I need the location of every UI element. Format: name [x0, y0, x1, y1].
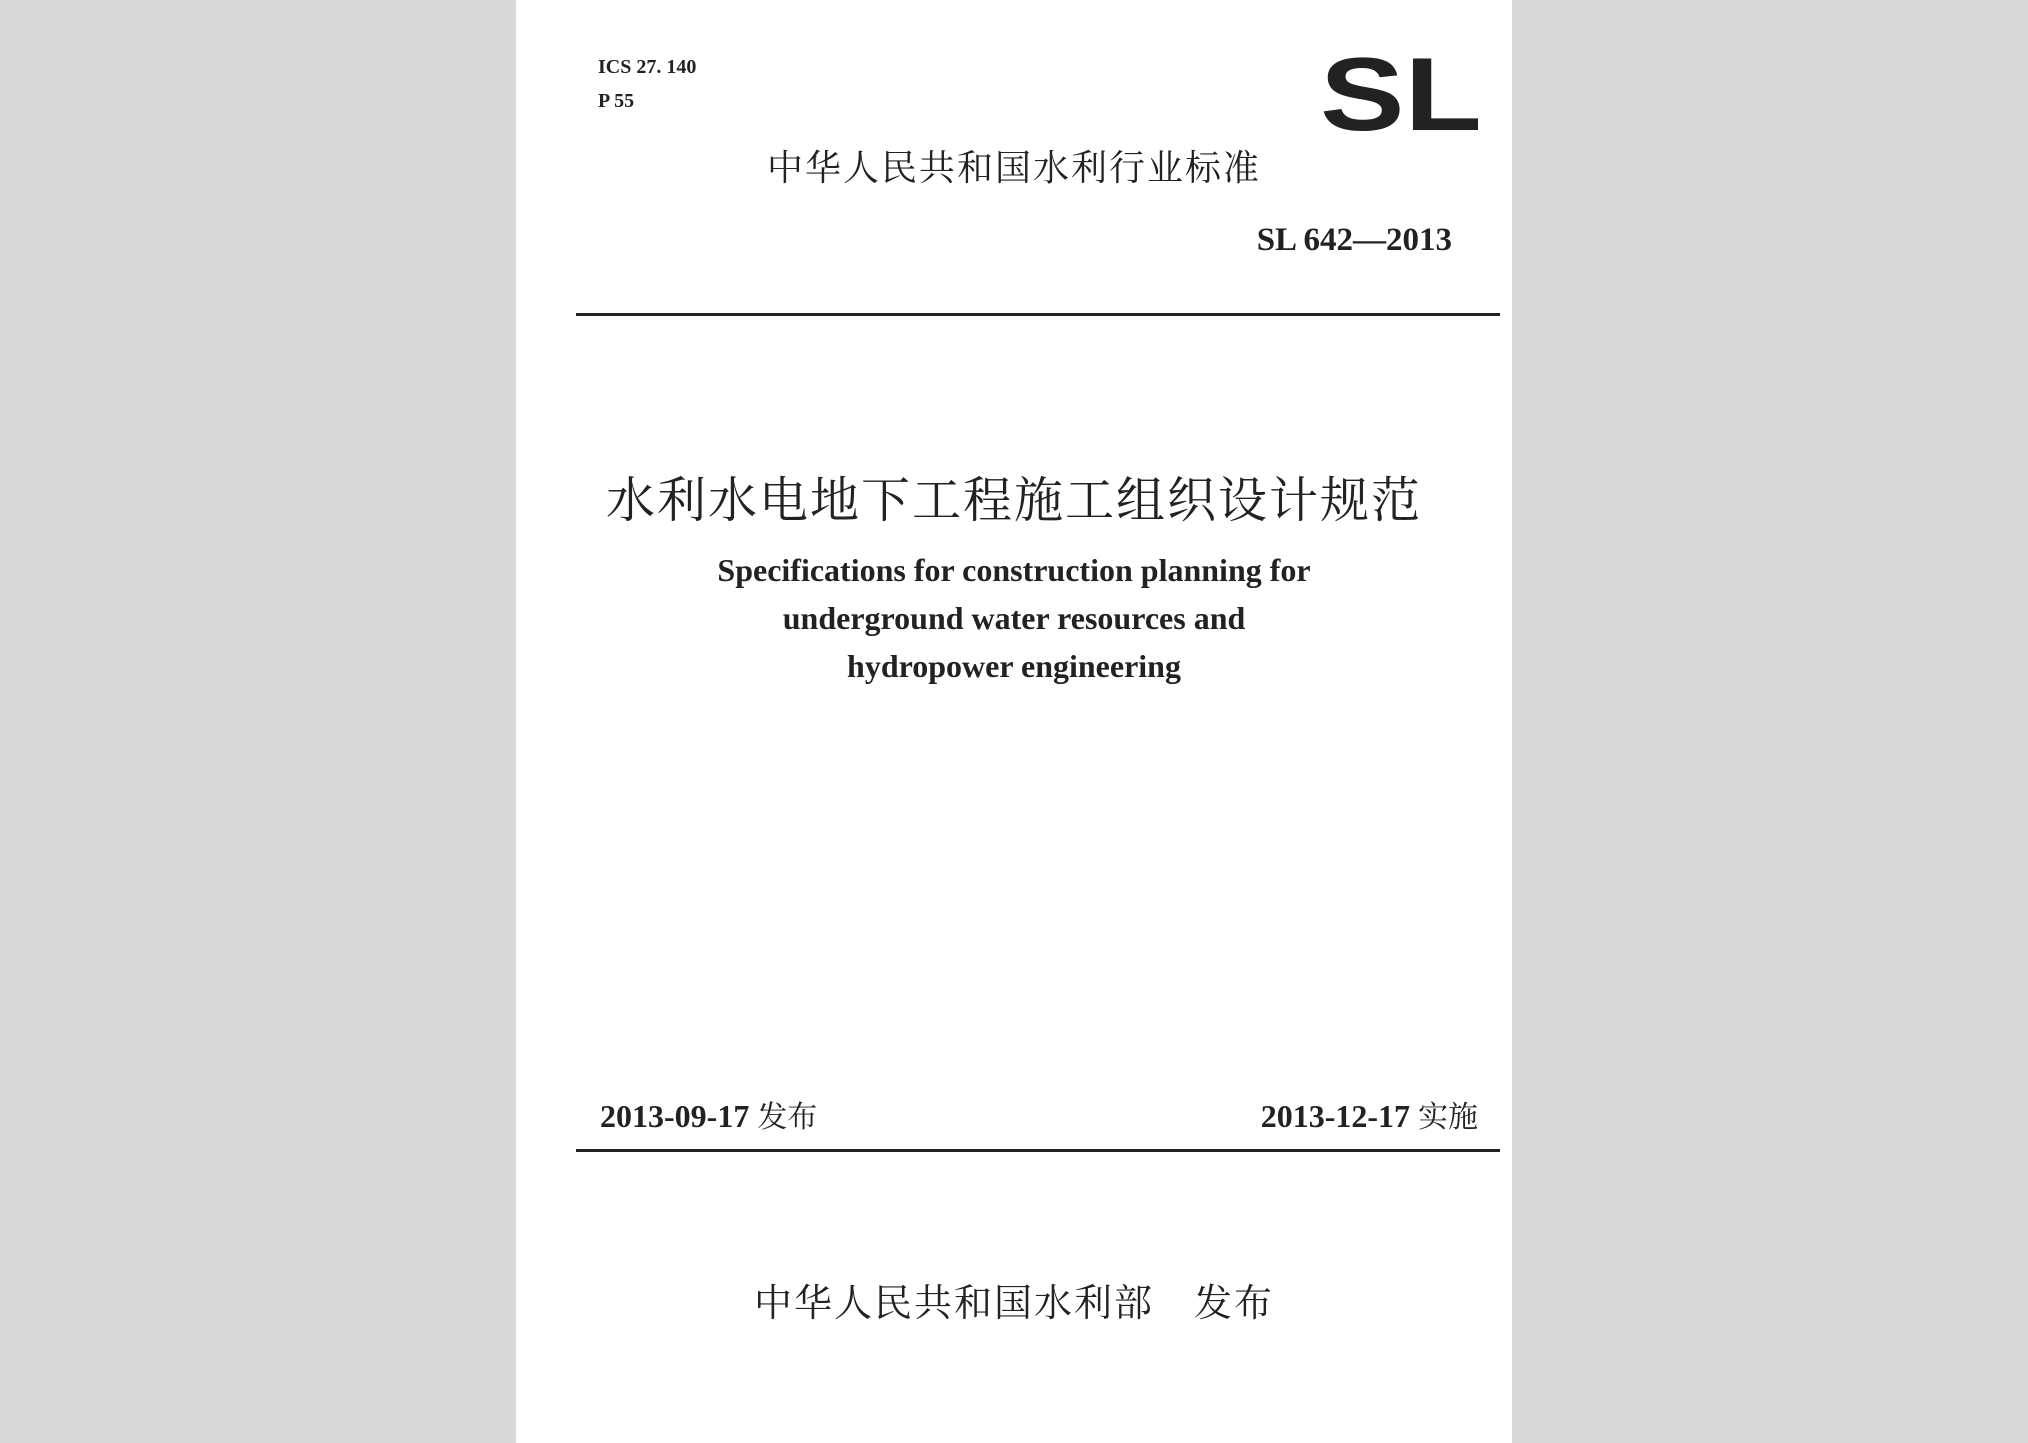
- implement-date-block: [1261, 1092, 1478, 1136]
- bottom-rule: [576, 1149, 1500, 1152]
- title-english-line: Specifications for construction planning for: [717, 552, 1311, 588]
- publisher-name: 中华人民共和国水利部: [753, 1281, 1154, 1325]
- title-english-line: underground water resources and: [782, 600, 1246, 636]
- sl-logo: [1320, 50, 1482, 136]
- implement-date: 2013-12-17: [1260, 1098, 1410, 1134]
- issue-date-block: [600, 1092, 817, 1136]
- implement-label: 实施: [1418, 1100, 1478, 1135]
- standard-number: SL 642—2013: [1256, 222, 1452, 258]
- industry-standard-heading: 中华人民共和国水利行业标准: [766, 148, 1261, 189]
- publisher: [516, 1272, 1512, 1327]
- issue-date: 2013-09-17: [600, 1098, 750, 1134]
- issue-label: 发布: [757, 1100, 818, 1135]
- ics-code: ICS 27. 140: [598, 56, 697, 78]
- publisher-action: 发布: [1194, 1281, 1275, 1325]
- classification-codes: [598, 50, 696, 118]
- ccs-code: P 55: [598, 90, 635, 112]
- title-chinese: 水利水电地下工程施工组织设计规范: [605, 472, 1422, 529]
- top-rule: [576, 313, 1500, 316]
- cover-page: [516, 0, 1512, 1443]
- sl-logo-text: SL: [1320, 50, 1482, 136]
- title-english: [516, 546, 1512, 690]
- title-english-line: hydropower engineering: [847, 648, 1181, 684]
